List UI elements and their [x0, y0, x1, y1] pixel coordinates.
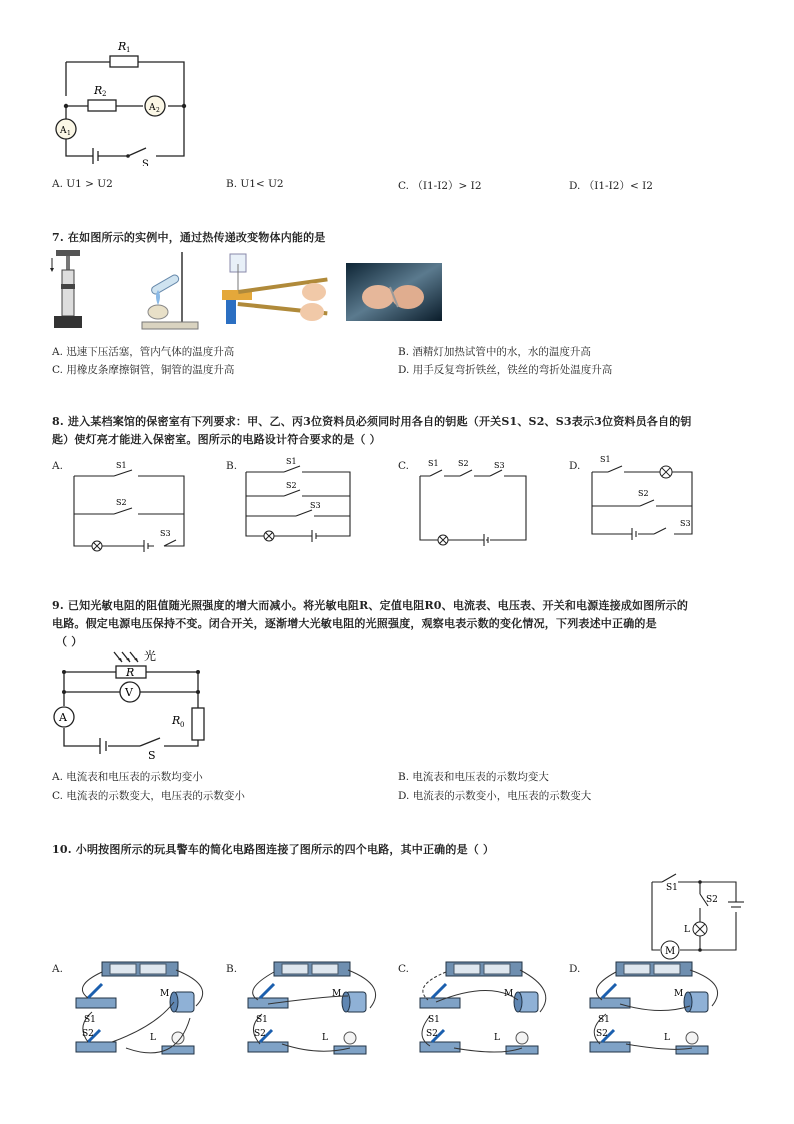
connecting-wire [112, 1002, 174, 1042]
q9-option-a[interactable]: A. 电流表和电压表的示数均变小 [52, 771, 203, 783]
q10-option-a[interactable]: A. [52, 963, 63, 975]
q8-circuit-d [584, 452, 700, 548]
q7-image-piston [50, 250, 86, 332]
q8-circuit-a [66, 456, 190, 556]
q6-option-a[interactable]: A. U1 > U2 [52, 178, 113, 190]
q9-switch-label: S [148, 749, 156, 760]
q8-option-b[interactable]: B. [226, 460, 238, 472]
q10-option-b[interactable]: B. [226, 963, 238, 975]
switch-s1-board [590, 998, 630, 1008]
q7-option-a[interactable]: A. 迅速下压活塞，管内气体的温度升高 [52, 346, 235, 358]
s1-label: S1 [256, 1015, 268, 1025]
q10-schematic [640, 868, 750, 960]
s1-label: S1 [428, 1015, 440, 1025]
q7-option-c[interactable]: C. 用橡皮条摩擦铜管，铜管的温度升高 [52, 364, 235, 376]
lamp-bulb [344, 1032, 356, 1044]
q9-circuit-diagram [48, 648, 218, 760]
svg-text:S1: S1 [116, 461, 127, 470]
switch-s1-board [248, 998, 288, 1008]
svg-text:S1: S1 [428, 459, 439, 468]
q7-option-d[interactable]: D. 用手反复弯折铁丝，铁丝的弯折处温度升高 [398, 364, 613, 376]
s1-label: S1 [598, 1015, 610, 1025]
svg-text:S1: S1 [600, 455, 611, 464]
q7-image-rubbing-tube [222, 250, 332, 328]
r2-label: R [94, 84, 103, 97]
q9-stem-line1: 9. 已知光敏电阻的阻值随光照强度的增大而减小。将光敏电阻R、定值电阻R0、电流表、电压表、开关和电源连接成如图所示的 [52, 599, 689, 612]
motor-label: M [674, 989, 684, 999]
svg-text:S2: S2 [286, 481, 297, 490]
r-label: R [126, 666, 135, 679]
lamp-label: L [664, 1033, 670, 1043]
ammeter-label: A [59, 711, 67, 724]
q8-circuit-c [412, 456, 532, 550]
q6-option-d[interactable]: D. （I1-I2）< I2 [569, 180, 653, 192]
svg-text:S2: S2 [458, 459, 469, 468]
q7-image-alcohol-lamp [136, 250, 204, 332]
q8-option-c[interactable]: C. [398, 460, 409, 472]
q10-pictorial-b [238, 956, 388, 1066]
s2-label: S2 [254, 1029, 266, 1039]
svg-text:S3: S3 [680, 519, 691, 528]
q10-option-d[interactable]: D. [569, 963, 581, 975]
q8-option-d[interactable]: D. [569, 460, 581, 472]
switch-s1-lever [432, 984, 446, 998]
switch-label: S [142, 159, 149, 166]
svg-text:S2: S2 [638, 489, 649, 498]
q10-pictorial-d [580, 956, 730, 1066]
lamp-bulb [516, 1032, 528, 1044]
q6-circuit-diagram [48, 36, 198, 166]
q7-stem: 7. 在如图所示的实例中，通过热传递改变物体内能的是 [52, 231, 326, 244]
q10-pictorial-a [66, 956, 216, 1066]
s2-label: S2 [596, 1029, 608, 1039]
lamp-label: L [494, 1033, 500, 1043]
a2-sub: 2 [156, 107, 160, 114]
svg-text:S3: S3 [310, 501, 321, 510]
q6-option-c[interactable]: C. （I1-I2）> I2 [398, 180, 482, 192]
lamp-board [506, 1046, 538, 1054]
s1-label: S1 [84, 1015, 96, 1025]
switch-s1-lever [88, 984, 102, 998]
r1-sub: 1 [126, 46, 131, 54]
q9-option-c[interactable]: C. 电流表的示数变大，电压表的示数变小 [52, 790, 245, 802]
q6-option-b[interactable]: B. U1< U2 [226, 178, 284, 190]
q10-pictorial-c [410, 956, 560, 1066]
svg-text:S2: S2 [116, 498, 127, 507]
a2-label: A [149, 103, 156, 113]
switch-s2-board [248, 1042, 288, 1052]
switch-s1-lever [602, 984, 616, 998]
motor-label: M [332, 989, 342, 999]
switch-s1-board [420, 998, 460, 1008]
lamp-bulb [686, 1032, 698, 1044]
motor-label: M [160, 989, 170, 999]
svg-text:L: L [684, 925, 690, 935]
switch-s2-board [590, 1042, 630, 1052]
svg-text:S1: S1 [666, 883, 678, 893]
q8-circuit-b [240, 456, 358, 548]
voltmeter-label: V [125, 686, 133, 699]
r2-sub: 2 [102, 90, 107, 98]
q9-option-b[interactable]: B. 电流表和电压表的示数均变大 [398, 771, 549, 783]
svg-text:S2: S2 [706, 895, 718, 905]
lamp-label: L [150, 1033, 156, 1043]
lamp-board [676, 1046, 708, 1054]
r1-label: R [118, 40, 127, 53]
svg-text:S1: S1 [286, 457, 297, 466]
q9-stem-line3: （ ） [56, 635, 83, 648]
r0-sub: 0 [180, 721, 185, 729]
switch-s2-board [76, 1042, 116, 1052]
s2-label: S2 [82, 1029, 94, 1039]
s2-label: S2 [426, 1029, 438, 1039]
switch-s1-lever [260, 984, 274, 998]
q7-option-b[interactable]: B. 酒精灯加热试管中的水，水的温度升高 [398, 346, 591, 358]
q7-image-bending-wire [346, 263, 442, 321]
motor-label: M [504, 989, 514, 999]
a1-label: A [60, 126, 67, 136]
q9-option-d[interactable]: D. 电流表的示数变小，电压表的示数变大 [398, 790, 592, 802]
q10-stem: 10. 小明按图所示的玩具警车的简化电路图连接了图所示的四个电路，其中正确的是（ ） [52, 843, 495, 856]
q8-option-a[interactable]: A. [52, 460, 63, 472]
q10-option-c[interactable]: C. [398, 963, 409, 975]
r0-label: R [172, 714, 181, 727]
svg-text:S3: S3 [160, 529, 171, 538]
q9-stem-line2: 电路。假定电源电压保持不变。闭合开关，逐渐增大光敏电阻的光照强度，观察电表示数的变化情况，下列表述中正确的是 [52, 617, 657, 630]
svg-text:S3: S3 [494, 461, 505, 470]
q8-stem-line2: 匙）使灯亮才能进入保密室。图所示的电路设计符合要求的是（ ） [52, 433, 381, 446]
q8-stem-line1: 8. 进入某档案馆的保密室有下列要求：甲、乙、丙3位资料员必须同时用各自的钥匙（开关S1、S2、S3表示3位资料员各自的钥 [52, 415, 692, 428]
light-label: 光 [144, 649, 157, 663]
a1-sub: 1 [67, 130, 71, 137]
svg-text:M: M [665, 946, 676, 957]
switch-s1-board [76, 998, 116, 1008]
lamp-bulb [172, 1032, 184, 1044]
lamp-label: L [322, 1033, 328, 1043]
